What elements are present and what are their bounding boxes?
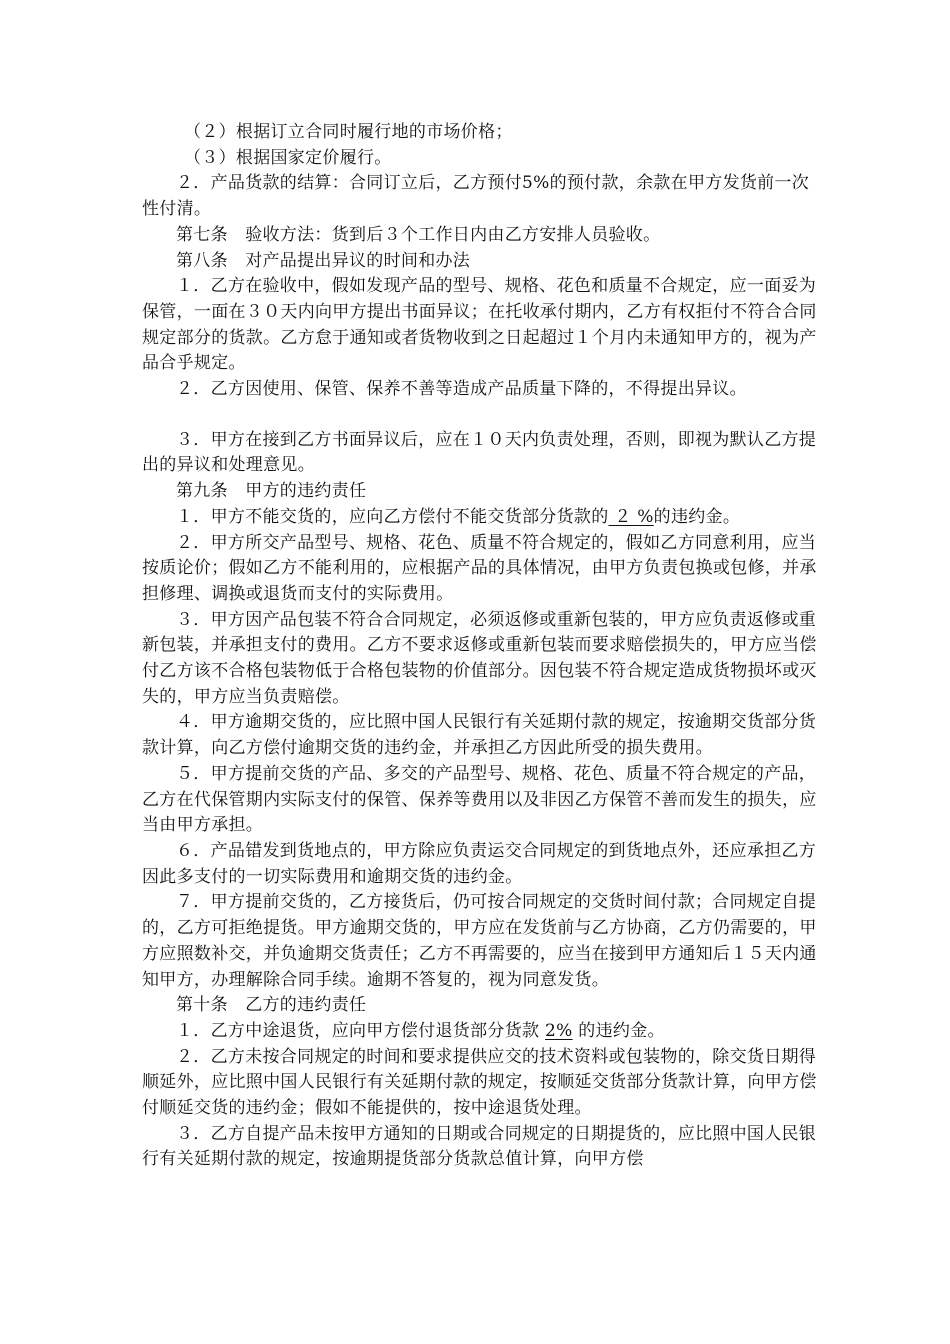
article-8-heading: 第八条 对产品提出异议的时间和办法 — [176, 250, 471, 271]
clause-text-end: 的违约金。 — [572, 1020, 665, 1041]
paragraph-art8-clause3: ３．甲方在接到乙方书面异议后，应在１０天内负责处理，否则，即视为默认乙方提出的异议和处理意见。 — [142, 429, 817, 476]
paragraph-art8-clause1: １．乙方在验收中，假如发现产品的型号、规格、花色和质量不合规定，应一面妥为保管，一面在３０天内向甲方提出书面异议；在托收承付期内，乙方有权拒付不符合合同规定部分的货款。乙方怠于通知或者货物收到之日起超过１个月内未通知甲方的，视为产品合乎规定。 — [142, 276, 817, 374]
paragraph-art9-clause1 — [142, 505, 822, 531]
clause-text: １．甲方不能交货的，应向乙方偿付不能交货部分货款的 — [176, 506, 609, 527]
clause-text: １．乙方中途退货，应向甲方偿付退货部分货款 — [176, 1020, 546, 1041]
paragraph-art9-clause6: ６．产品错发到货地点的，甲方除应负责运交合同规定的到货地点外，还应承担乙方因此多支付的一切实际费用和逾期交货的违约金。 — [142, 840, 817, 887]
paragraph-art10-clause2: ２．乙方未按合同规定的时间和要求提供应交的技术资料或包装物的，除交货日期得顺延外，应比照中国人民银行有关延期付款的规定，按顺延交货部分货款计算，向甲方偿付顺延交货的违约金；假如不能提供的，按中途退货处理。 — [142, 1046, 817, 1119]
paragraph-art9-clause7: ７．甲方提前交货的，乙方接货后，仍可按合同规定的交货时间付款；合同规定自提的，乙方可拒绝提货。甲方逾期交货的，甲方应在发货前与乙方协商，乙方仍需要的，甲方应照数补交，并负逾期交货责任；乙方不再需要的，应当在接到甲方通知后１５天内通知甲方，办理解除合同手续。逾期不答复的，视为同意发货。 — [142, 892, 817, 990]
paragraph-payment-settlement: ２．产品货款的结算：合同订立后，乙方预付5%的预付款，余款在甲方发货前一次性付清。 — [142, 173, 810, 220]
paragraph-art10-clause3: ３．乙方自提产品未按甲方通知的日期或合同规定的日期提货的，应比照中国人民银行有关延期付款的规定，按逾期提货部分货款总值计算，向甲方偿 — [142, 1123, 817, 1170]
paragraph-art9-clause5: ５．甲方提前交货的产品、多交的产品型号、规格、花色、质量不符合规定的产品，乙方在代保管期内实际支付的保管、保养等费用以及非因乙方保管不善而发生的损失，应当由甲方承担。 — [142, 763, 817, 836]
penalty-rate-underlined: ２ % — [608, 506, 654, 527]
document-body — [142, 120, 822, 1173]
paragraph-art9-clause2: ２．甲方所交产品型号、规格、花色、质量不符合规定的，假如乙方同意利用，应当按质论价；假如乙方不能利用的，应根据产品的具体情况，由甲方负责包换或包修，并承担修理、调换或退货而支付的实际费用。 — [142, 532, 817, 604]
paragraph-art8-clause2: ２．乙方因使用、保管、保养不善等造成产品质量下降的，不得提出异议。 — [176, 379, 747, 400]
article-9-heading: 第九条 甲方的违约责任 — [176, 481, 367, 502]
paragraph-art9-clause3: ３．甲方因产品包装不符合合同规定，必须返修或重新包装的，甲方应负责返修或重新包装，并承担支付的费用。乙方不要求返修或重新包装而要求赔偿损失的，甲方应当偿付乙方该不合格包装物低于合格包装物的价值部分。因包装不符合规定造成货物损坏或灭失的，甲方应当负责赔偿。 — [142, 609, 817, 707]
blank-line — [142, 403, 822, 428]
penalty-rate-underlined: 2% — [545, 1020, 573, 1041]
clause-text-end: 的违约金。 — [653, 506, 741, 527]
article-10-heading: 第十条 乙方的违约责任 — [176, 995, 367, 1016]
paragraph-item-3: （３）根据国家定价履行。 — [184, 147, 392, 168]
article-7-heading: 第七条 验收方法：货到后３个工作日内由乙方安排人员验收。 — [176, 224, 661, 245]
paragraph-art9-clause4: ４．甲方逾期交货的，应比照中国人民银行有关延期付款的规定，按逾期交货部分货款计算，向乙方偿付逾期交货的违约金，并承担乙方因此所受的损失费用。 — [142, 712, 817, 759]
paragraph-art10-clause1 — [142, 1019, 822, 1045]
paragraph-item-2: （２）根据订立合同时履行地的市场价格； — [184, 122, 513, 142]
